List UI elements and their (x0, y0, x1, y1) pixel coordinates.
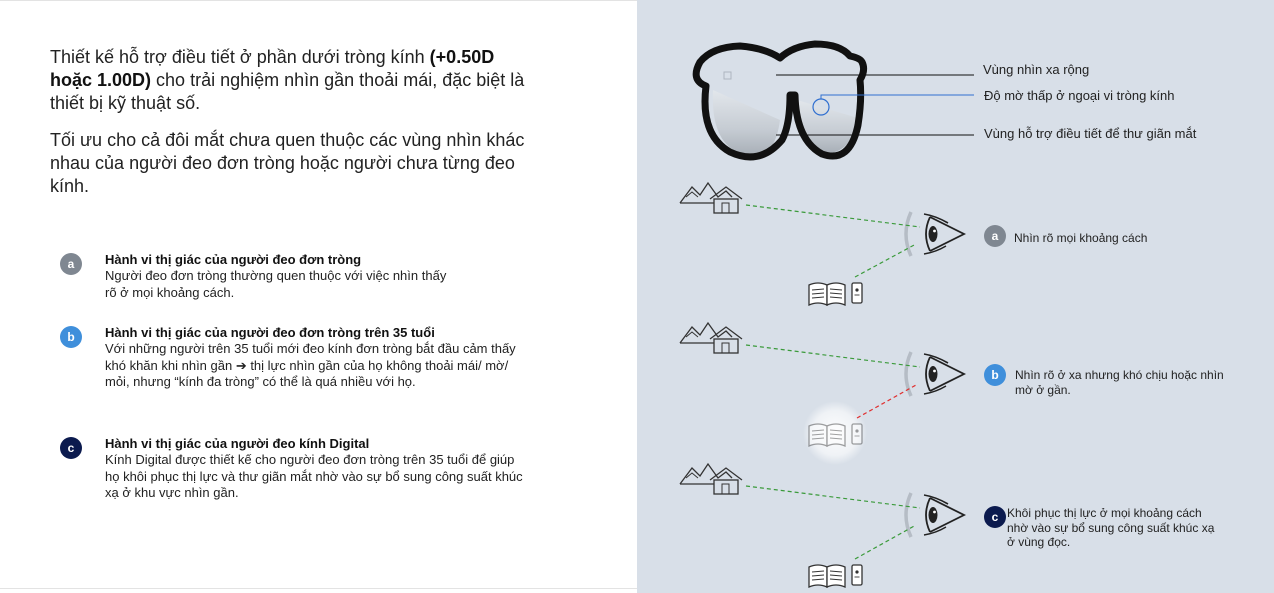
badge-b: b (60, 326, 82, 348)
behavior-title: Hành vi thị giác của người đeo đơn tròng trên 35 tuổi (105, 325, 435, 340)
row-a-illustration (680, 183, 964, 305)
callout-wide-distance: Vùng nhìn xa rộng (983, 62, 1090, 77)
eye-icon (906, 212, 964, 256)
book-phone-icon (809, 424, 862, 446)
badge-a: a (60, 253, 82, 275)
result-text-c: Khôi phục thị lực ở mọi khoảng cách nhờ vào sự bổ sung công suất khúc xạ ở vùng đọc. (1007, 506, 1215, 549)
result-badge-c: c (984, 506, 1006, 528)
intro-text: Thiết kế hỗ trợ điều tiết ở phần dưới tròng kính (50, 47, 430, 67)
result-text-a: Nhìn rõ mọi khoảng cách (1014, 231, 1148, 245)
book-phone-icon (809, 283, 862, 305)
result-badge-b: b (984, 364, 1006, 386)
eyeglasses-icon (696, 44, 863, 157)
badge-c: c (60, 437, 82, 459)
behavior-title: Hành vi thị giác của người đeo kính Digital (105, 436, 370, 451)
mountain-house-icon (680, 323, 742, 353)
behavior-description: Với những người trên 35 tuổi mới đeo kính đơn tròng bắt đầu cảm thấy khó khăn khi nhìn gần ➔ thị lực nhìn gần của họ không thoải mái/ mờ/ mỏi, nhưng “kính đa tròng” có thể là quá nhiều với họ. (105, 341, 516, 389)
behavior-title: Hành vi thị giác của người đeo đơn tròng (105, 252, 362, 267)
mountain-house-icon (680, 183, 742, 213)
behavior-description: Người đeo đơn tròng thường quen thuộc với việc nhìn thấy rõ ở mọi khoảng cách. (105, 268, 447, 300)
eye-icon (906, 493, 964, 537)
callout-low-peripheral-blur: Độ mờ thấp ở ngoại vi tròng kính (984, 88, 1175, 103)
row-b-illustration (680, 323, 964, 465)
row-c-illustration (680, 464, 964, 587)
eye-icon (906, 352, 964, 396)
intro-paragraph-2: Tối ưu cho cả đôi mắt chưa quen thuộc các vùng nhìn khác nhau của người đeo đơn tròng hoặc người chưa từng đeo kính. (50, 130, 525, 196)
result-text-b: Nhìn rõ ở xa nhưng khó chịu hoặc nhìn mờ ở gần. (1015, 368, 1224, 397)
book-phone-icon (809, 565, 862, 587)
behavior-description: Kính Digital được thiết kế cho người đeo đơn tròng trên 35 tuổi để giúp họ khôi phục thị lực và thư giãn mắt nhờ vào sự bổ sung công suất khúc xạ ở khu vực nhìn gần. (105, 452, 523, 500)
callout-accommodation-zone: Vùng hỗ trợ điều tiết để thư giãn mắt (984, 126, 1197, 141)
result-badge-a: a (984, 225, 1006, 247)
intro-addition-power: (+0.50D hoặc 1.00D) (50, 47, 495, 90)
intro-text-end: cho trải nghiệm nhìn gần thoải mái, đặc biệt là thiết bị kỹ thuật số. (50, 70, 525, 113)
mountain-house-icon (680, 464, 742, 494)
